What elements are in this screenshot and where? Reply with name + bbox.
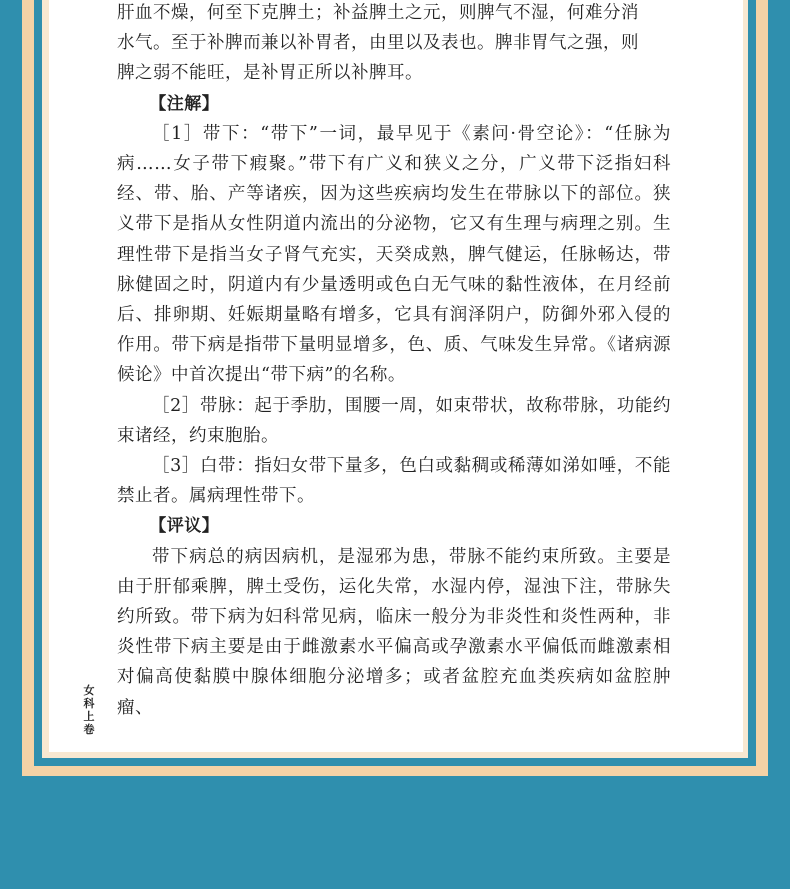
side-label-char: 上	[83, 710, 95, 723]
side-label-char: 科	[83, 697, 95, 710]
commentary-paragraph: 带下病总的病因病机，是湿邪为患，带脉不能约束所致。主要是由于肝郁乘脾，脾土受伤，运化失常，水湿内停，湿浊下注，带脉失约所致。带下病为妇科常见病，临床一般分为非炎性和炎性两种，非炎性带下病主要是由于雌激素水平偏高或孕激素水平偏低而雌激素相对偏高使黏膜中腺体细胞分泌增多；或者盆腔充血类疾病如盆腔肿瘤、	[117, 546, 671, 718]
side-label-char: 女	[83, 684, 95, 697]
note-item-2: ［2］带脉：起于季肋，围腰一周，如束带状，故称带脉，功能约束诸经，约束胞胎。	[117, 395, 671, 446]
original-text-line-2: 水气。至于补脾而兼以补胃者，由里以及表也。脾非胃气之强，则	[117, 33, 639, 54]
side-label-char: 卷	[83, 723, 95, 736]
original-text-line-1: 肝血不燥，何至下克脾土；补益脾土之元，则脾气不湿，何难分消	[117, 3, 639, 23]
original-text-line-3: 脾之弱不能旺，是补胃正所以补脾耳。	[117, 63, 423, 84]
side-running-label	[82, 684, 96, 736]
note-item-3: ［3］白带：指妇女带下量多，色白或黏稠或稀薄如涕如唾，不能禁止者。属病理性带下。	[117, 456, 671, 507]
note-item-1: ［1］带下：“带下”一词，最早见于《素问·骨空论》：“任脉为病……女子带下瘕聚。”带下有广义和狭义之分，广义带下泛指妇科经、带、胎、产等诸疾，因为这些疾病均发生在带脉以下的部位。狭义带下是指从女性阴道内流出的分泌物，它又有生理与病理之别。生理性带下是指当女子肾气充实，天癸成熟，脾气健运，任脉畅达，带脉健固之时，阴道内有少量透明或色白无气味的黏性液体，在月经前后、排卵期、妊娠期量略有增多，它具有润泽阴户，防御外邪入侵的作用。带下病是指带下量明显增多，色、质、气味发生异常。《诸病源候论》中首次提出“带下病”的名称。	[117, 123, 671, 386]
commentary-heading: 【评议】	[149, 516, 220, 537]
notes-heading: 【注解】	[149, 93, 220, 114]
page-text	[117, 0, 671, 723]
